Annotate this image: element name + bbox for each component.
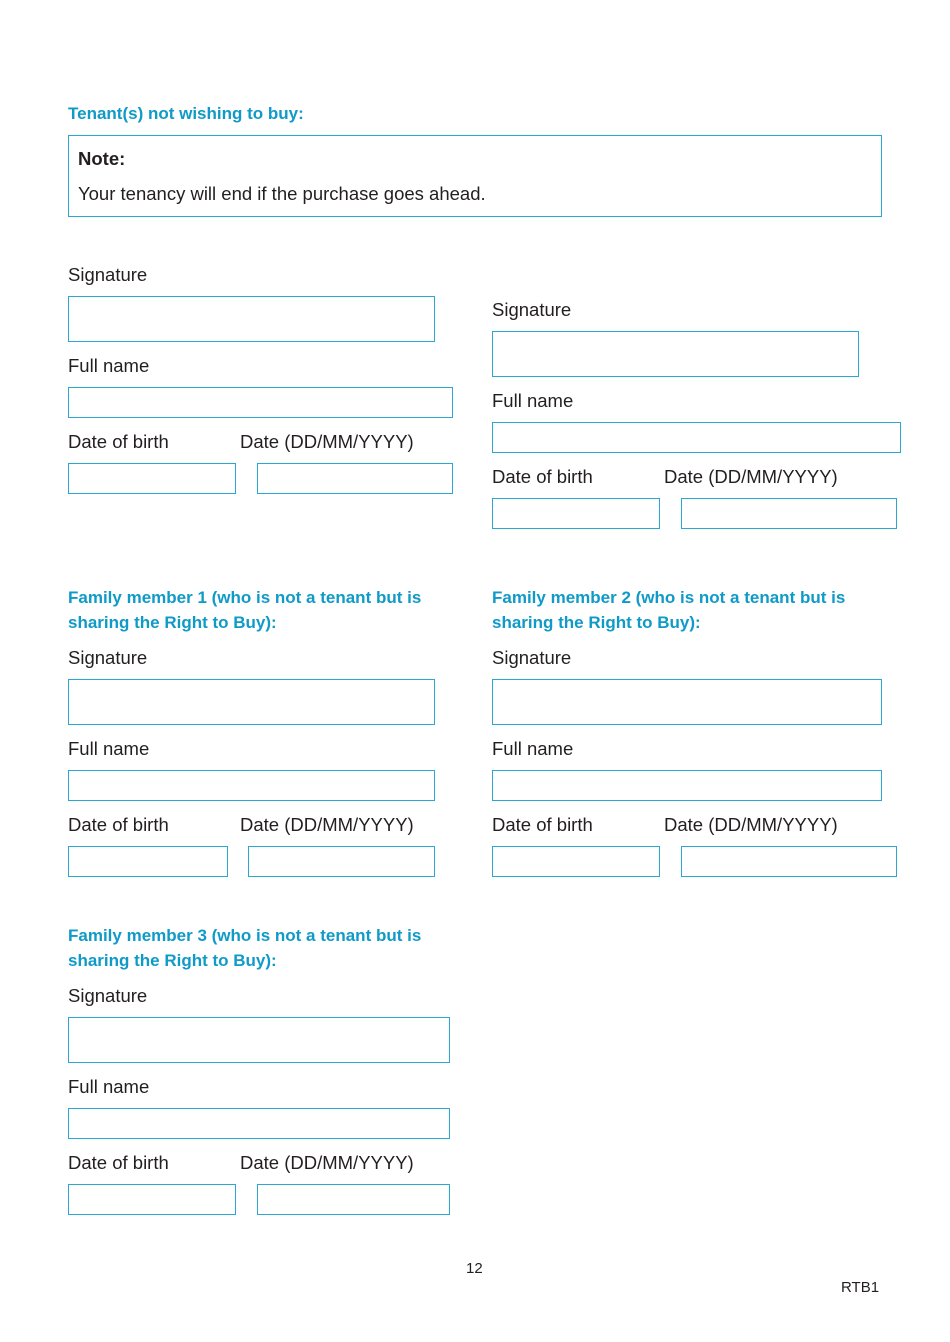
tenant-left-dob-field[interactable]: [68, 463, 236, 494]
family-member-2-signature-field[interactable]: [492, 679, 882, 725]
family-member-1-heading-line2: sharing the Right to Buy):: [68, 613, 277, 632]
full-name-label: Full name: [492, 390, 574, 411]
family-member-1-heading-line1: Family member 1 (who is not a tenant but is: [68, 588, 422, 607]
note-title: Note:: [78, 148, 126, 169]
full-name-label: Full name: [68, 738, 150, 759]
family-member-3-heading-line2: sharing the Right to Buy):: [68, 951, 277, 970]
family-member-3-date-field[interactable]: [257, 1184, 450, 1215]
family-member-2-dob-field[interactable]: [492, 846, 660, 877]
family-member-1-dob-field[interactable]: [68, 846, 228, 877]
signature-label: Signature: [492, 299, 572, 320]
form-code: RTB1: [841, 1279, 880, 1296]
dob-label: Date of birth: [68, 431, 169, 452]
family-member-2-heading-line1: Family member 2 (who is not a tenant but is: [492, 588, 846, 607]
note-box: [68, 135, 882, 217]
date-label: Date (DD/MM/YYYY): [240, 814, 414, 835]
signature-label: Signature: [68, 647, 148, 668]
family-member-1-date-field[interactable]: [248, 846, 435, 877]
family-member-3-dob-field[interactable]: [68, 1184, 236, 1215]
dob-label: Date of birth: [68, 1152, 169, 1173]
date-label: Date (DD/MM/YYYY): [664, 814, 838, 835]
full-name-label: Full name: [492, 738, 574, 759]
date-label: Date (DD/MM/YYYY): [664, 466, 838, 487]
tenant-left-date-field[interactable]: [257, 463, 453, 494]
tenant-left-signature-field[interactable]: [68, 296, 435, 342]
page-number: 12: [466, 1260, 483, 1277]
family-member-3-signature-field[interactable]: [68, 1017, 450, 1063]
family-member-1-full-name-field[interactable]: [68, 770, 435, 801]
signature-label: Signature: [68, 985, 148, 1006]
tenant-right-date-field[interactable]: [681, 498, 897, 529]
tenant-right-dob-field[interactable]: [492, 498, 660, 529]
tenant-right-signature-field[interactable]: [492, 331, 859, 377]
tenant-left-full-name-field[interactable]: [68, 387, 453, 418]
date-label: Date (DD/MM/YYYY): [240, 431, 414, 452]
date-label: Date (DD/MM/YYYY): [240, 1152, 414, 1173]
family-member-1-signature-field[interactable]: [68, 679, 435, 725]
family-member-2-date-field[interactable]: [681, 846, 897, 877]
tenant-right-full-name-field[interactable]: [492, 422, 901, 453]
section-heading: Tenant(s) not wishing to buy:: [68, 104, 304, 123]
dob-label: Date of birth: [68, 814, 169, 835]
family-member-3-heading-line1: Family member 3 (who is not a tenant but is: [68, 926, 422, 945]
family-member-2-heading-line2: sharing the Right to Buy):: [492, 613, 701, 632]
signature-label: Signature: [68, 264, 148, 285]
signature-label: Signature: [492, 647, 572, 668]
dob-label: Date of birth: [492, 466, 593, 487]
full-name-label: Full name: [68, 355, 150, 376]
note-text: Your tenancy will end if the purchase goes ahead.: [78, 183, 486, 204]
full-name-label: Full name: [68, 1076, 150, 1097]
family-member-3-full-name-field[interactable]: [68, 1108, 450, 1139]
family-member-2-full-name-field[interactable]: [492, 770, 882, 801]
dob-label: Date of birth: [492, 814, 593, 835]
